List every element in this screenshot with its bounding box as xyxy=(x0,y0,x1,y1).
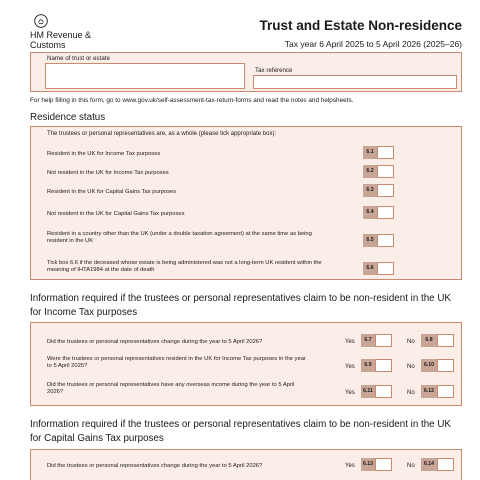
no-label-6-14: No xyxy=(407,463,415,469)
question-6-2: Not resident in the UK for Income Tax purposes xyxy=(47,170,169,176)
checkbox-6-5[interactable] xyxy=(377,234,394,247)
checkbox-6-13[interactable] xyxy=(375,458,392,471)
box-number-6-11: 6.11 xyxy=(361,385,375,398)
question-6-6: Tick box 6.6 if the deceased whose estate is being administered was not a long-term UK resident within the meaning of IHTA1984 at the date of death xyxy=(47,260,322,274)
question-6-11: Did the trustees or personal representatives have any overseas income during the year to 5 April 2026? xyxy=(47,382,295,396)
income-tax-heading: Information required if the trustees or personal representatives claim to be non-resident in the UK for Income Tax purposes xyxy=(30,293,451,318)
checkbox-6-7[interactable] xyxy=(375,334,392,347)
no-label-6-12: No xyxy=(407,390,415,396)
checkbox-6-2[interactable] xyxy=(377,165,394,178)
question-6-5: Resident in a country other than the UK (under a double taxation agreement) at the same time as being resident in the UK xyxy=(47,231,312,245)
identity-panel xyxy=(30,52,462,92)
box-number-6-1: 6.1 xyxy=(363,146,377,159)
no-label-6-10: No xyxy=(407,364,415,370)
checkbox-6-4[interactable] xyxy=(377,206,394,219)
box-number-6-12: 6.12 xyxy=(421,385,437,398)
name-of-trust-field[interactable] xyxy=(45,63,245,89)
box-number-6-9: 6.9 xyxy=(361,359,375,372)
checkbox-6-12[interactable] xyxy=(437,385,454,398)
question-6-9: Were the trustees or personal representatives resident in the UK for Income Tax purposes in the year to 5 April 2025? xyxy=(47,356,306,370)
checkbox-6-14[interactable] xyxy=(437,458,454,471)
checkbox-6-9[interactable] xyxy=(375,359,392,372)
form-title: Trust and Estate Non-residence xyxy=(259,18,462,33)
department-name: HM Revenue & Customs xyxy=(30,30,92,50)
box-number-6-4: 6.4 xyxy=(363,206,377,219)
help-text: For help filling in this form, go to www.gov.uk/self-assessment-tax-return-forms and read the notes and helpsheets. xyxy=(30,97,354,104)
box-number-6-13: 6.13 xyxy=(361,458,375,471)
capital-gains-tax-panel xyxy=(30,449,462,480)
box-number-6-5: 6.5 xyxy=(363,234,377,247)
residence-status-heading: Residence status xyxy=(30,112,106,123)
question-6-3: Resident in the UK for Capital Gains Tax purposes xyxy=(47,189,177,195)
yes-label-6-9: Yes xyxy=(345,364,355,370)
checkbox-6-10[interactable] xyxy=(437,359,454,372)
checkbox-6-1[interactable] xyxy=(377,146,394,159)
royal-crest-icon xyxy=(34,14,48,28)
yes-label-6-13: Yes xyxy=(345,463,355,469)
tax-reference-field[interactable] xyxy=(253,75,457,89)
box-number-6-10: 6.10 xyxy=(421,359,437,372)
income-tax-panel xyxy=(30,322,462,406)
tax-reference-label: Tax reference xyxy=(255,67,293,74)
no-label-6-8: No xyxy=(407,339,415,345)
box-number-6-7: 6.7 xyxy=(361,334,375,347)
box-number-6-3: 6.3 xyxy=(363,184,377,197)
question-6-4: Not resident in the UK for Capital Gains Tax purposes xyxy=(47,211,185,217)
box-number-6-2: 6.2 xyxy=(363,165,377,178)
checkbox-6-8[interactable] xyxy=(437,334,454,347)
checkbox-6-3[interactable] xyxy=(377,184,394,197)
checkbox-6-6[interactable] xyxy=(377,262,394,275)
box-number-6-8: 6.8 xyxy=(421,334,437,347)
box-number-6-6: 6.6 xyxy=(363,262,377,275)
question-6-7: Did the trustees or personal representatives change during the year to 5 April 2026? xyxy=(47,339,263,345)
capital-gains-tax-heading: Information required if the trustees or personal representatives claim to be non-resident in the UK for Capital Gains Tax purposes xyxy=(30,419,451,444)
yes-label-6-11: Yes xyxy=(345,390,355,396)
yes-label-6-7: Yes xyxy=(345,339,355,345)
form-subtitle: Tax year 6 April 2025 to 5 April 2026 (2025–26) xyxy=(284,39,462,49)
question-6-1: Resident in the UK for Income Tax purposes xyxy=(47,151,161,157)
checkbox-6-11[interactable] xyxy=(375,385,392,398)
residence-status-panel xyxy=(30,126,462,280)
question-6-13: Did the trustees or personal representatives change during the year to 5 April 2026? xyxy=(47,463,263,469)
box-number-6-14: 6.14 xyxy=(421,458,437,471)
residence-intro: The trustees or personal representatives are, as a whole (please tick appropriate box): xyxy=(47,131,277,137)
name-of-trust-label: Name of trust or estate xyxy=(47,55,110,62)
form-header xyxy=(30,14,462,50)
